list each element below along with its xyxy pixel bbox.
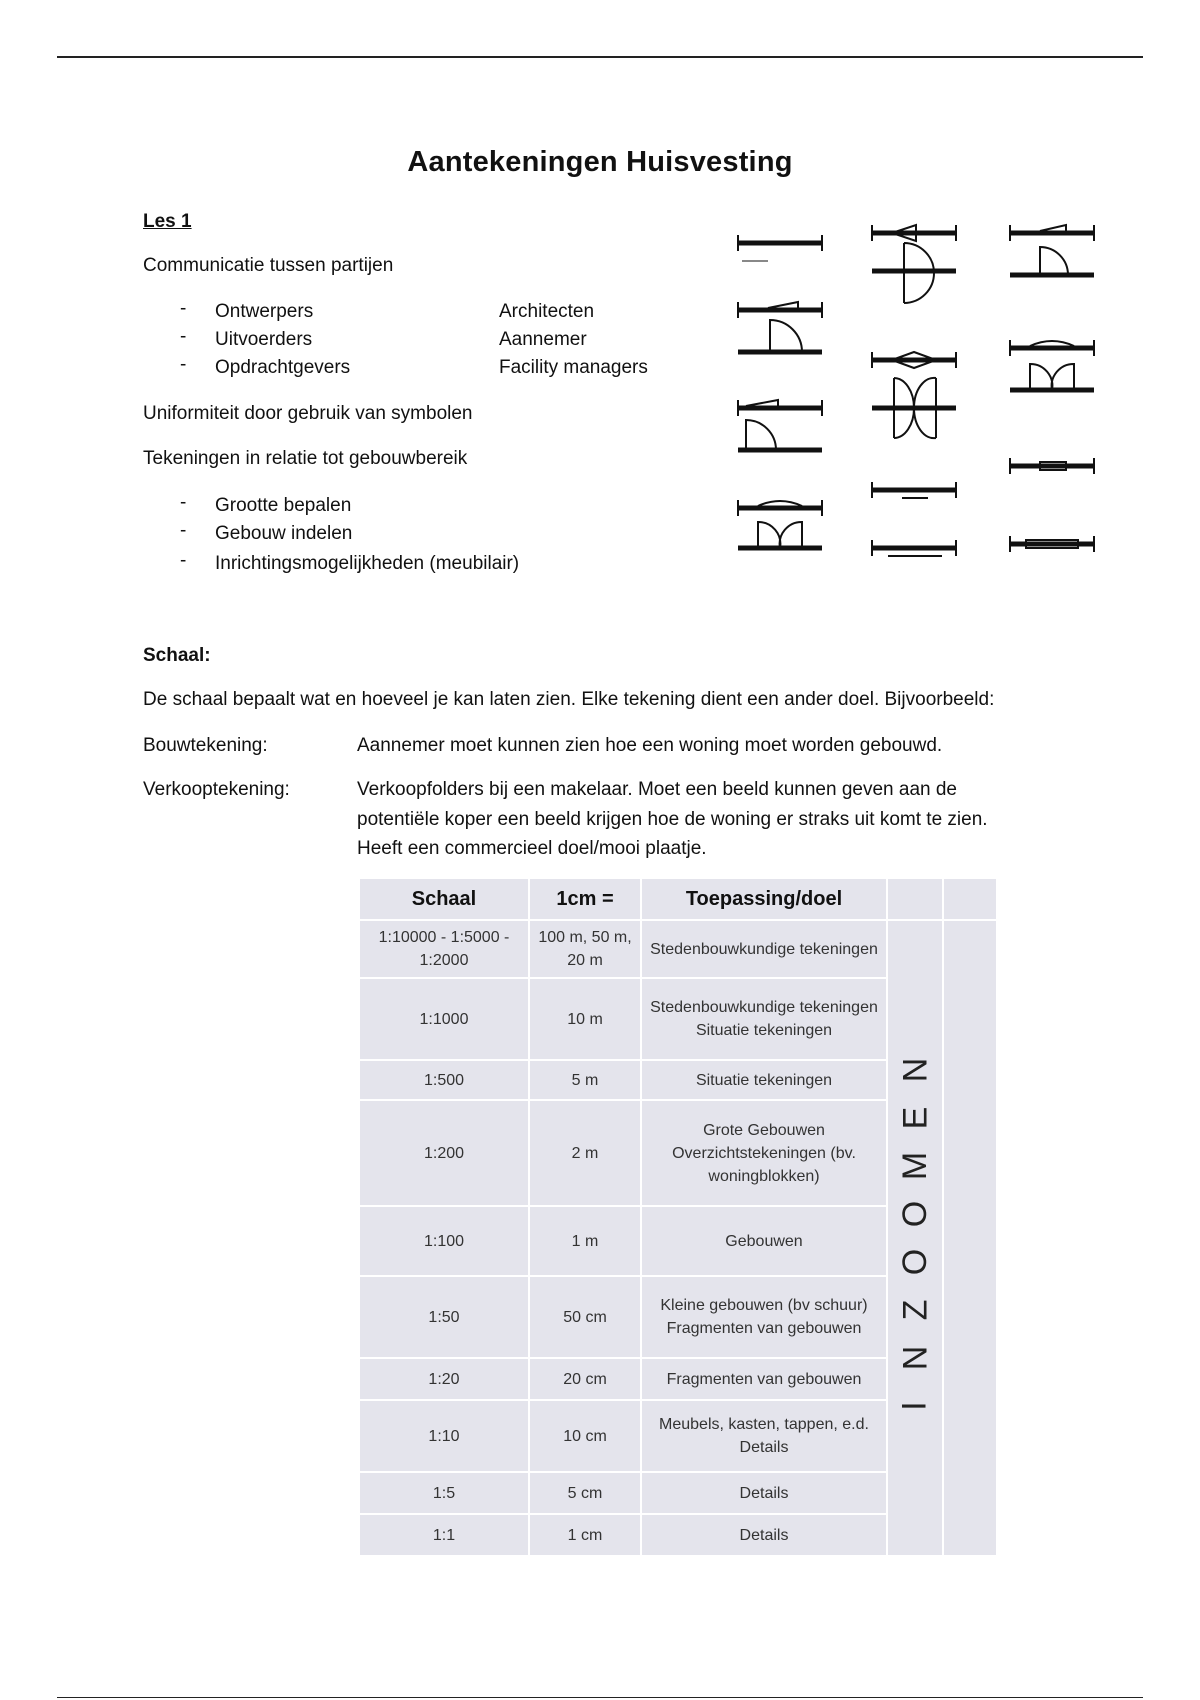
cell-use: Details bbox=[641, 1514, 887, 1556]
cell-scale: 1:1000 bbox=[359, 978, 529, 1060]
cell-cm: 5 cm bbox=[529, 1472, 641, 1514]
cell-scale: 1:200 bbox=[359, 1100, 529, 1206]
zoom-letter: E bbox=[896, 1106, 934, 1130]
cell-scale: 1:10 bbox=[359, 1400, 529, 1472]
cell-use: Stedenbouwkundige tekeningen Situatie tekeningen bbox=[641, 978, 887, 1060]
cell-scale: 1:10000 - 1:5000 - 1:2000 bbox=[359, 920, 529, 978]
cell-scale: 1:20 bbox=[359, 1358, 529, 1400]
party-example: Architecten bbox=[499, 301, 595, 322]
footer-rule bbox=[57, 1697, 1143, 1698]
header-use: Toepassing/doel bbox=[641, 878, 887, 920]
definition-term: Bouwtekening: bbox=[143, 735, 268, 756]
door-symbols-figure bbox=[728, 218, 1120, 588]
scale-heading: Schaal: bbox=[143, 645, 211, 666]
cell-cm: 2 m bbox=[529, 1100, 641, 1206]
cell-cm: 1 cm bbox=[529, 1514, 641, 1556]
zoom-letter: I bbox=[895, 1401, 934, 1411]
cell-use: Kleine gebouwen (bv schuur) Fragmenten van gebouwen bbox=[641, 1276, 887, 1358]
party-role: Opdrachtgevers bbox=[215, 357, 351, 378]
header-rule bbox=[57, 56, 1143, 58]
zoom-label bbox=[894, 1046, 936, 1430]
bullet-dash: - bbox=[180, 550, 187, 571]
party-role: Ontwerpers bbox=[215, 301, 314, 322]
cell-cm: 1 m bbox=[529, 1206, 641, 1276]
party-example: Facility managers bbox=[499, 357, 648, 378]
drawing-item: Inrichtingsmogelijkheden (meubilair) bbox=[215, 553, 520, 574]
zoom-column bbox=[887, 920, 943, 1556]
cell-use: Stedenbouwkundige tekeningen bbox=[641, 920, 887, 978]
zoom-letter: Z bbox=[896, 1299, 934, 1321]
cell-use: Fragmenten van gebouwen bbox=[641, 1358, 887, 1400]
drawing-item: Gebouw indelen bbox=[215, 523, 353, 544]
cell-scale: 1:1 bbox=[359, 1514, 529, 1556]
cell-use: Details bbox=[641, 1472, 887, 1514]
bullet-dash: - bbox=[180, 298, 187, 319]
cell-scale: 1:50 bbox=[359, 1276, 529, 1358]
side-column bbox=[943, 920, 997, 1556]
cell-scale: 1:5 bbox=[359, 1472, 529, 1514]
definition-text: Heeft een commercieel doel/mooi plaatje. bbox=[357, 838, 707, 859]
drawings-heading: Tekeningen in relatie tot gebouwbereik bbox=[143, 448, 468, 469]
cell-cm: 100 m, 50 m, 20 m bbox=[529, 920, 641, 978]
cell-use: Grote Gebouwen Overzichtstekeningen (bv. woningblokken) bbox=[641, 1100, 887, 1206]
page-title: Aantekeningen Huisvesting bbox=[407, 146, 793, 178]
lesson-heading: Les 1 bbox=[143, 211, 192, 232]
cell-cm: 5 m bbox=[529, 1060, 641, 1100]
zoom-letter: O bbox=[895, 1200, 934, 1228]
zoom-letter: N bbox=[896, 1057, 934, 1083]
header-side-2 bbox=[943, 878, 997, 920]
table-header-row bbox=[359, 878, 997, 920]
header-scale: Schaal bbox=[359, 878, 529, 920]
cell-cm: 20 cm bbox=[529, 1358, 641, 1400]
bullet-dash: - bbox=[180, 326, 187, 347]
header-side bbox=[887, 878, 943, 920]
cell-cm: 10 m bbox=[529, 978, 641, 1060]
cell-cm: 50 cm bbox=[529, 1276, 641, 1358]
definition-text: Aannemer moet kunnen zien hoe een woning moet worden gebouwd. bbox=[357, 735, 943, 756]
communication-heading: Communicatie tussen partijen bbox=[143, 255, 394, 276]
cell-cm: 10 cm bbox=[529, 1400, 641, 1472]
bullet-dash: - bbox=[180, 520, 187, 541]
uniformity-text: Uniformiteit door gebruik van symbolen bbox=[143, 403, 473, 424]
zoom-letter: M bbox=[895, 1151, 934, 1181]
drawing-item: Grootte bepalen bbox=[215, 495, 352, 516]
scale-table bbox=[358, 877, 998, 1557]
cell-use: Gebouwen bbox=[641, 1206, 887, 1276]
scale-intro: De schaal bepaalt wat en hoeveel je kan laten zien. Elke tekening dient een ander doel. Bijvoorbeeld: bbox=[143, 689, 995, 710]
definition-text: Verkoopfolders bij een makelaar. Moet een beeld kunnen geven aan de bbox=[357, 779, 957, 800]
bullet-dash: - bbox=[180, 492, 187, 513]
zoom-letter: N bbox=[896, 1345, 934, 1371]
cell-use: Meubels, kasten, tappen, e.d. Details bbox=[641, 1400, 887, 1472]
party-role: Uitvoerders bbox=[215, 329, 313, 350]
zoom-letter: O bbox=[895, 1248, 934, 1276]
header-cm: 1cm = bbox=[529, 878, 641, 920]
door-symbols-drawing bbox=[728, 218, 1120, 588]
definition-term: Verkooptekening: bbox=[143, 779, 290, 800]
party-example: Aannemer bbox=[499, 329, 587, 350]
cell-scale: 1:500 bbox=[359, 1060, 529, 1100]
table-row bbox=[359, 920, 997, 978]
definition-text: potentiële koper een beeld krijgen hoe de woning er straks uit komt te zien. bbox=[357, 809, 988, 830]
bullet-dash: - bbox=[180, 354, 187, 375]
cell-use: Situatie tekeningen bbox=[641, 1060, 887, 1100]
cell-scale: 1:100 bbox=[359, 1206, 529, 1276]
